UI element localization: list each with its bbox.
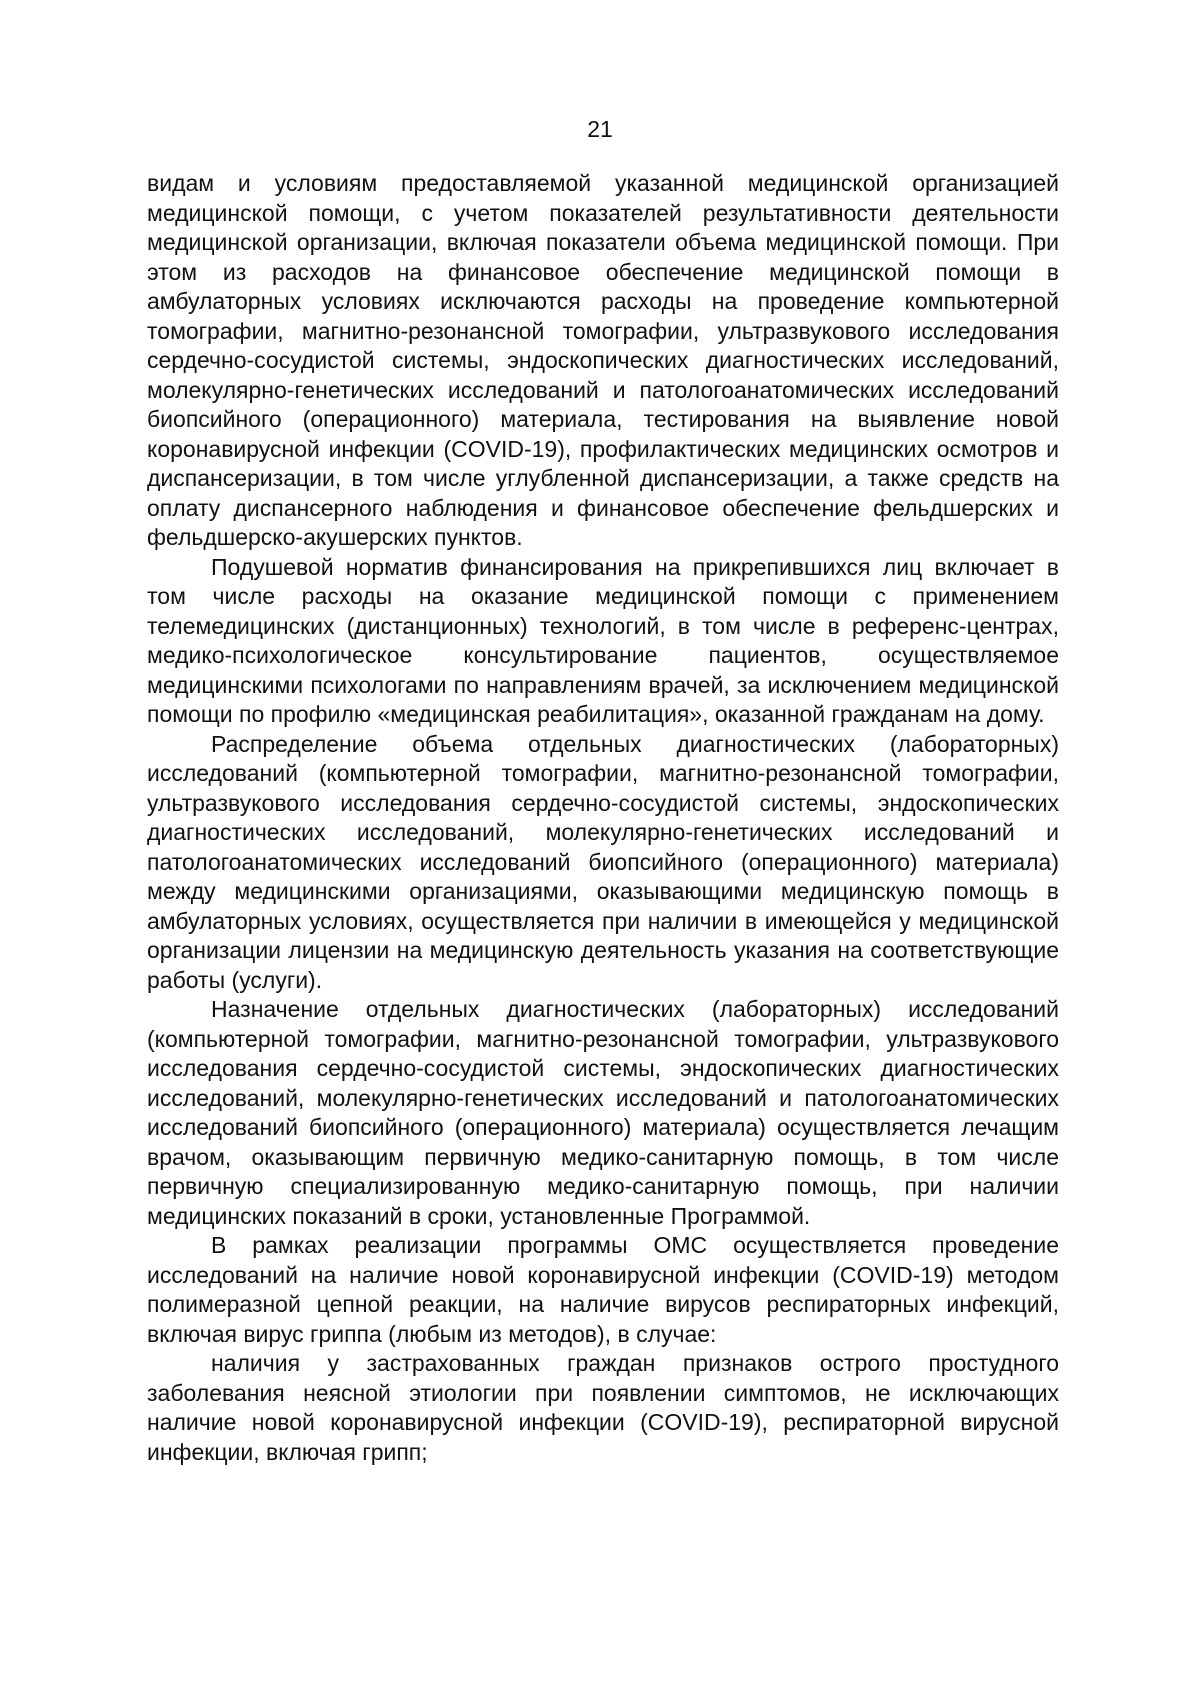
paragraph-symptoms-case: наличия у застрахованных граждан признаков острого простудного заболевания неясной этиологии при появлении симптомов, не исключающих наличие новой коронавирусной инфекции (COVID-19), респираторной вирусной инфекции, включая грипп; <box>147 1350 1059 1465</box>
page-number: 21 <box>587 116 613 142</box>
body-text <box>147 169 1059 1467</box>
paragraph-capitation-rate: Подушевой норматив финансирования на прикрепившихся лиц включает в том числе расходы на оказание медицинской помощи с применением телемедицинских (дистанционных) технологий, в том числе в референс-центрах, медико-психологическое консультирование пациентов, осуществляемое медицинскими психологами по направлениям врачей, за исключением медицинской помощи по профилю «медицинская реабилитация», оказанной гражданам на дому. <box>147 553 1059 727</box>
paragraph-continued: видам и условиям предоставляемой указанной медицинской организацией медицинской помощи, с учетом показателей результативности деятельности медицинской организации, включая показатели объема медицинской помощи. При этом из расходов на финансовое обеспечение медицинской помощи в амбулаторных условиях исключаются расходы на проведение компьютерной томографии, магнитно-резонансной томографии, ультразвукового исследования сердечно-сосудистой системы, эндоскопических диагностических исследований, молекулярно-генетических исследований и патологоанатомических исследований биопсийного (операционного) материала, тестирования на выявление новой коронавирусной инфекции (COVID-19), профилактических медицинских осмотров и диспансеризации, в том числе углубленной диспансеризации, а также средств на оплату диспансерного наблюдения и финансовое обеспечение фельдшерских и фельдшерско-акушерских пунктов. <box>147 170 1059 550</box>
paragraph-assignment: Назначение отдельных диагностических (лабораторных) исследований (компьютерной томографии, магнитно-резонансной томографии, ультразвукового исследования сердечно-сосудистой системы, эндоскопических диагностических исследований, молекулярно-генетических исследований и патологоанатомических исследований биопсийного (операционного) материала) осуществляется лечащим врачом, оказывающим первичную медико-санитарную помощь, в том числе первичную специализированную медико-санитарную помощь, при наличии медицинских показаний в сроки, установленные Программой. <box>147 996 1059 1229</box>
paragraph-distribution: Распределение объема отдельных диагностических (лабораторных) исследований (компьютерной томографии, магнитно-резонансной томографии, ультразвукового исследования сердечно-сосудистой системы, эндоскопических диагностических исследований, молекулярно-генетических исследований и патологоанатомических исследований биопсийного (операционного) материала) между медицинскими организациями, оказывающими медицинскую помощь в амбулаторных условиях, осуществляется при наличии в имеющейся у медицинской организации лицензии на медицинскую деятельность указания на соответствующие работы (услуги). <box>147 730 1059 993</box>
paragraph-oms-program: В рамках реализации программы ОМС осуществляется проведение исследований на наличие новой коронавирусной инфекции (COVID-19) методом полимеразной цепной реакции, на наличие вирусов респираторных инфекций, включая вирус гриппа (любым из методов), в случае: <box>147 1232 1059 1347</box>
